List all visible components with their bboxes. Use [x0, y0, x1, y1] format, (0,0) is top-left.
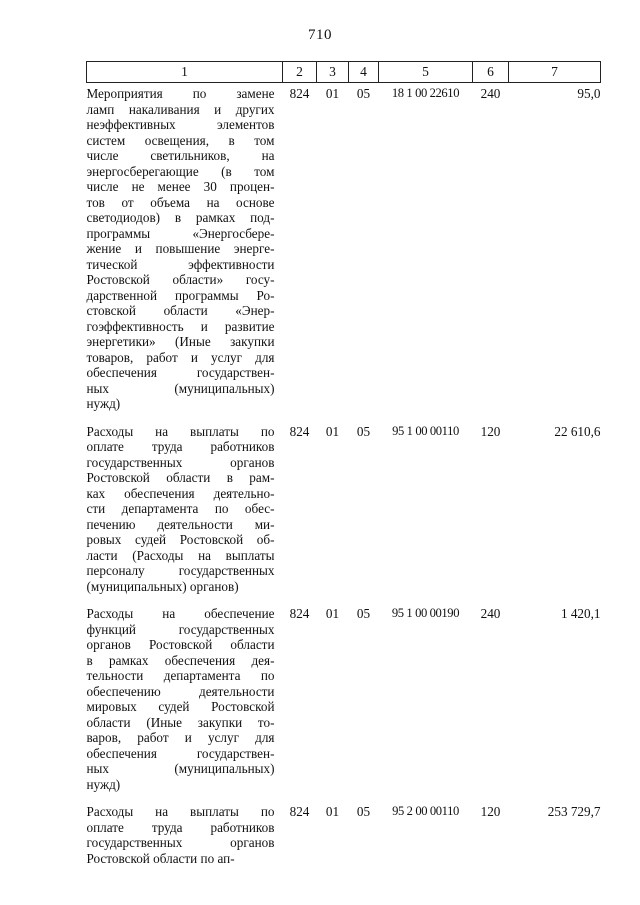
description-line: нужд) [86, 396, 121, 411]
description-line: Расходы на выплаты по [86, 804, 275, 819]
description-line: оплате труда работников [86, 819, 275, 835]
row-ministry-code: 824 [289, 804, 310, 819]
description-line: числе светильников, на [86, 148, 275, 163]
description-line: органов Ростовской области [86, 637, 275, 652]
row-amount: 1 420,1 [560, 606, 601, 621]
row-section-code: 01 [325, 804, 340, 819]
description-line: систем освещения, в том [86, 132, 275, 148]
description-line: товаров, работ и услуг для [86, 349, 275, 365]
description-line: ламп накаливания и других [86, 101, 275, 117]
row-target-article: 95 2 00 00110 [392, 804, 459, 818]
description-line: гоэффективность и развитие [86, 318, 275, 334]
description-line: области (Иные закупки то- [86, 714, 275, 730]
description-line: светодиодов) в рамках под- [86, 210, 275, 225]
row-description [87, 83, 283, 421]
header-col-2: 2 [283, 62, 317, 83]
description-line: ных (муниципальных) [86, 761, 275, 776]
header-col-3: 3 [317, 62, 349, 83]
row-subsection-code: 05 [356, 606, 371, 621]
header-col-4: 4 [349, 62, 379, 83]
description-line: Расходы на обеспечение [86, 606, 275, 621]
header-col-5: 5 [379, 62, 473, 83]
description-line: оплате труда работников [86, 439, 275, 454]
header-col-7: 7 [509, 62, 601, 83]
description-line: в рамках обеспечения дея- [86, 652, 275, 668]
description-line: ках обеспечения деятельно- [86, 485, 275, 501]
row-subsection-code: 05 [356, 86, 371, 101]
description-line: Расходы на выплаты по [86, 423, 275, 439]
row-section-code: 01 [325, 423, 340, 439]
description-line: тельности департамента по [86, 668, 275, 683]
description-line: дарственной программы Ро- [86, 287, 275, 303]
row-subsection-code: 05 [356, 423, 371, 439]
description-line: государственных органов [86, 454, 275, 470]
description-line: обеспечению деятельности [86, 683, 275, 699]
description-line: варов, работ и услуг для [86, 730, 275, 745]
row-description [87, 603, 283, 801]
table-header-row [87, 62, 601, 83]
row-amount: 95,0 [577, 86, 601, 101]
header-col-1: 1 [87, 62, 283, 83]
description-line: Ростовской области в рам- [86, 470, 275, 485]
row-description [87, 421, 283, 604]
description-line: числе не менее 30 процен- [86, 179, 275, 194]
description-line: жение и повышение энерге- [86, 241, 275, 256]
description-line: сти департамента по обес- [86, 501, 275, 516]
description-line: стовской области «Энер- [86, 303, 275, 318]
description-line: Ростовской области по ап- [86, 850, 235, 866]
row-target-article: 95 1 00 00190 [391, 606, 460, 620]
description-line: мировых судей Ростовской [86, 699, 275, 714]
row-expense-type: 240 [480, 606, 501, 621]
table-row [87, 603, 601, 801]
description-line: государственных органов [86, 835, 275, 850]
table-row [87, 801, 601, 875]
row-target-article: 95 1 00 00110 [392, 423, 459, 438]
row-expense-type: 120 [480, 423, 501, 439]
description-line: энергетики» (Иные закупки [86, 334, 275, 349]
description-line: ласти (Расходы на выплаты [86, 547, 275, 563]
description-line: Ростовской области» госу- [86, 272, 275, 287]
row-description [87, 801, 283, 875]
row-ministry-code: 824 [289, 86, 310, 101]
description-line: Мероприятия по замене [86, 86, 275, 101]
description-line: программы «Энергосбере- [86, 225, 275, 241]
description-line: тической эффективности [86, 256, 275, 272]
row-subsection-code: 05 [356, 804, 371, 819]
row-amount: 22 610,6 [554, 423, 601, 439]
row-ministry-code: 824 [289, 606, 310, 621]
row-section-code: 01 [325, 606, 340, 621]
row-expense-type: 240 [480, 86, 501, 101]
budget-table [86, 61, 601, 875]
table-row [87, 83, 601, 421]
row-ministry-code: 824 [289, 423, 310, 439]
row-amount: 253 729,7 [547, 804, 601, 819]
description-line: неэффективных элементов [86, 117, 275, 132]
description-line: функций государственных [86, 621, 275, 637]
description-line: тов от объема на основе [86, 194, 275, 210]
description-line: энергосберегающие (в том [86, 163, 275, 179]
table-row [87, 421, 601, 604]
page-number: 710 [308, 27, 332, 43]
description-line: обеспечения государствен- [86, 745, 275, 761]
description-line: персоналу государственных [86, 563, 275, 578]
description-line: ровых судей Ростовской об- [86, 532, 275, 547]
description-line: ных (муниципальных) [86, 380, 275, 396]
description-line: обеспечения государствен- [86, 365, 275, 380]
description-line: нужд) [86, 776, 121, 792]
table-body [87, 83, 601, 876]
header-col-6: 6 [473, 62, 509, 83]
row-target-article: 18 1 00 22610 [391, 86, 460, 100]
row-section-code: 01 [325, 86, 340, 101]
description-line: (муниципальных) органов) [86, 578, 239, 594]
row-expense-type: 120 [480, 804, 501, 819]
description-line: печению деятельности ми- [86, 516, 275, 532]
